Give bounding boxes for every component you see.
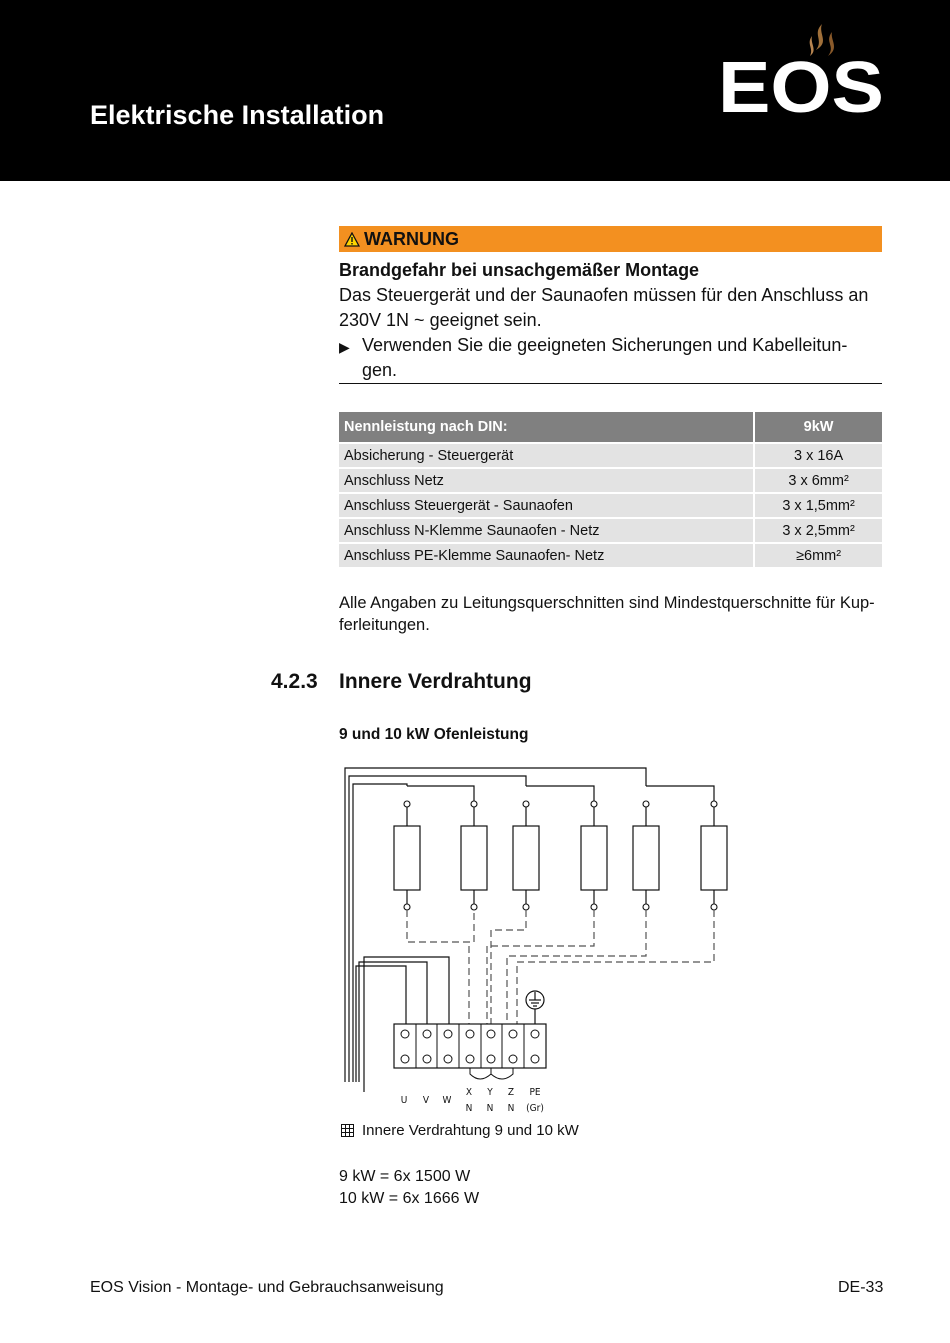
svg-text:N: N (486, 1103, 494, 1114)
note-line: ferleitungen. (339, 616, 430, 634)
warning-triangle-icon (344, 232, 360, 247)
power-line: 10 kW = 6x 1666 W (339, 1190, 480, 1207)
svg-text:W: W (442, 1095, 452, 1106)
table-row (339, 443, 882, 468)
warning-bullet (339, 333, 884, 383)
svg-text:Y: Y (487, 1087, 493, 1098)
svg-text:PE: PE (529, 1087, 541, 1098)
footer-page-number: DE-33 (838, 1279, 884, 1296)
note-paragraph (339, 592, 884, 636)
bullet-text-line: gen. (362, 360, 398, 380)
svg-text:N: N (465, 1103, 473, 1114)
eos-logo (718, 22, 884, 114)
svg-text:V: V (422, 1095, 430, 1106)
spec-table (339, 412, 882, 567)
section-number: 4.2.3 (271, 670, 318, 693)
table-cell: Anschluss Netz (339, 468, 754, 493)
svg-text:N: N (507, 1103, 515, 1114)
svg-text:Z: Z (507, 1087, 515, 1098)
table-cell: Anschluss N-Klemme Saunaofen - Netz (339, 518, 754, 543)
svg-text:X: X (465, 1087, 473, 1098)
table-cell: 3 x 2,5mm² (754, 518, 882, 543)
table-header-row (339, 412, 882, 443)
table-cell: Anschluss Steuergerät - Saunaofen (339, 493, 754, 518)
warning-divider (339, 383, 882, 384)
warning-bar (339, 226, 882, 252)
warning-text-line: Das Steuergerät und der Saunaofen müssen für den Anschluss an (339, 285, 869, 305)
table-row (339, 468, 882, 493)
bullet-arrow-icon: ▶ (339, 339, 350, 355)
table-row (339, 518, 882, 543)
svg-text:EOS: EOS (718, 48, 884, 114)
power-line: 9 kW = 6x 1500 W (339, 1168, 471, 1185)
page-header (0, 0, 950, 181)
wiring-diagram (339, 762, 729, 1122)
caption-text: Innere Verdrahtung 9 und 10 kW (362, 1122, 579, 1139)
table-header-cell: Nennleistung nach DIN: (339, 412, 754, 443)
warning-title: Brandgefahr bei unsachgemäßer Montage (339, 260, 700, 280)
table-cell: 3 x 1,5mm² (754, 493, 882, 518)
table-cell: ≥6mm² (754, 543, 882, 567)
subsection-title: 9 und 10 kW Ofenleistung (339, 726, 529, 743)
figure-icon (341, 1124, 354, 1137)
table-row (339, 493, 882, 518)
warning-body (339, 258, 884, 383)
section-title: Innere Verdrahtung (339, 670, 532, 693)
note-line: Alle Angaben zu Leitungsquerschnitten sind Mindestquerschnitte für Kup- (339, 594, 875, 612)
footer-document-title: EOS Vision - Montage- und Gebrauchsanweisung (90, 1279, 444, 1296)
power-info (339, 1166, 479, 1210)
table-cell: 3 x 16A (754, 443, 882, 468)
table-cell: 3 x 6mm² (754, 468, 882, 493)
warning-text-line: 230V 1N ~ geeignet sein. (339, 310, 542, 330)
table-cell: Absicherung - Steuergerät (339, 443, 754, 468)
table-cell: Anschluss PE-Klemme Saunaofen- Netz (339, 543, 754, 567)
warning-label: WARNUNG (364, 228, 459, 249)
svg-text:(Gr): (Gr) (526, 1103, 544, 1114)
bullet-text-line: Verwenden Sie die geeigneten Sicherungen und Kabelleitun- (362, 335, 848, 355)
figure-caption (341, 1122, 579, 1139)
table-row (339, 543, 882, 567)
svg-text:U: U (400, 1095, 408, 1106)
page-title: Elektrische Installation (90, 100, 385, 130)
table-header-cell: 9kW (754, 412, 882, 443)
